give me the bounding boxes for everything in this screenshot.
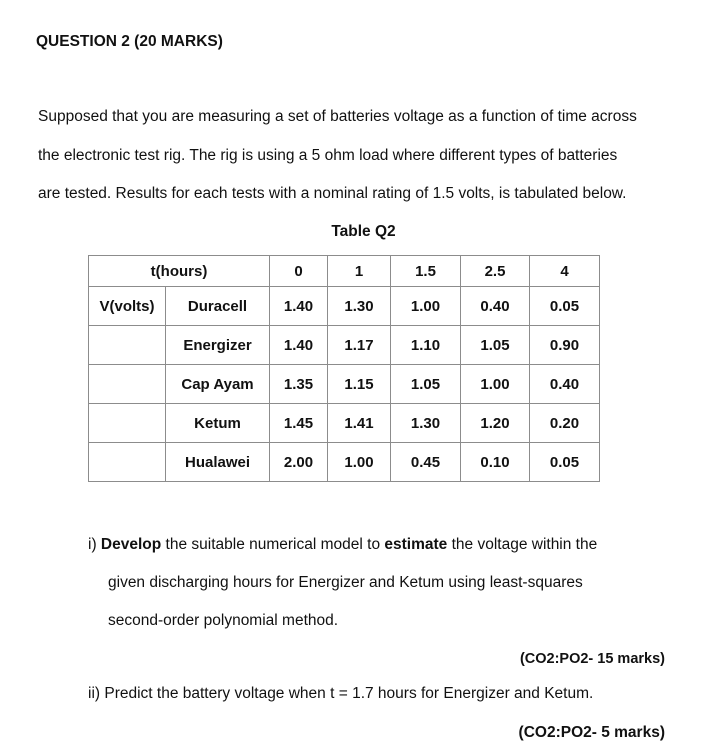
question-i-line-3: second-order polynomial method. [108, 612, 339, 629]
table-row [89, 326, 600, 365]
value-cell: 0.40 [461, 287, 530, 326]
value-cell: 1.41 [328, 404, 391, 443]
value-cell: 1.35 [270, 365, 328, 404]
battery-name-cell: Energizer [166, 326, 270, 365]
value-cell: 1.05 [461, 326, 530, 365]
question-i-marks: (CO2:PO2- 15 marks) [519, 651, 665, 667]
question-i-line-1 [88, 536, 597, 554]
empty-cell [89, 404, 166, 443]
value-cell: 1.00 [328, 443, 391, 482]
time-header-cell: t(hours) [89, 256, 270, 287]
value-cell: 0.05 [530, 287, 600, 326]
value-cell: 2.00 [270, 443, 328, 482]
value-cell: 0.40 [530, 365, 600, 404]
empty-cell [89, 326, 166, 365]
time-cell: 2.5 [461, 256, 530, 287]
time-cell: 4 [530, 256, 600, 287]
voltage-header-cell: V(volts) [89, 287, 166, 326]
question-ii-text: ii) Predict the battery voltage when t = 1.7 hours for Energizer and Ketum. [88, 685, 594, 702]
time-cell: 0 [270, 256, 328, 287]
question-heading: QUESTION 2 (20 MARKS) [36, 33, 223, 50]
value-cell: 1.40 [270, 326, 328, 365]
value-cell: 0.45 [391, 443, 461, 482]
value-cell: 0.05 [530, 443, 600, 482]
value-cell: 1.10 [391, 326, 461, 365]
empty-cell [89, 443, 166, 482]
table-row [89, 443, 600, 482]
empty-cell [89, 365, 166, 404]
value-cell: 1.15 [328, 365, 391, 404]
battery-name-cell: Cap Ayam [166, 365, 270, 404]
table-caption: Table Q2 [331, 223, 396, 240]
value-cell: 1.00 [461, 365, 530, 404]
intro-line-2: the electronic test rig. The rig is using a 5 ohm load where different types of batteries [38, 147, 618, 164]
battery-data-table [88, 255, 600, 482]
value-cell: 0.20 [530, 404, 600, 443]
value-cell: 1.17 [328, 326, 391, 365]
question-ii-marks: (CO2:PO2- 5 marks) [518, 724, 665, 741]
intro-line-3: are tested. Results for each tests with a nominal rating of 1.5 volts, is tabulated below. [38, 185, 627, 202]
value-cell: 1.00 [391, 287, 461, 326]
battery-name-cell: Hualawei [166, 443, 270, 482]
estimate-keyword: estimate [384, 536, 448, 553]
table-row [89, 365, 600, 404]
question-i-prefix: i) [88, 536, 101, 553]
question-i-text-b: the voltage within the [447, 536, 598, 553]
table-header-row [89, 256, 600, 287]
value-cell: 1.40 [270, 287, 328, 326]
develop-keyword: Develop [100, 536, 162, 553]
value-cell: 0.10 [461, 443, 530, 482]
question-i-text-a: the suitable numerical model to [161, 536, 385, 553]
time-cell: 1.5 [391, 256, 461, 287]
question-i-line-2: given discharging hours for Energizer and Ketum using least-squares [108, 574, 583, 591]
value-cell: 0.90 [530, 326, 600, 365]
time-cell: 1 [328, 256, 391, 287]
table-row [89, 404, 600, 443]
battery-name-cell: Duracell [166, 287, 270, 326]
battery-name-cell: Ketum [166, 404, 270, 443]
intro-line-1: Supposed that you are measuring a set of batteries voltage as a function of time across [38, 108, 637, 125]
value-cell: 1.45 [270, 404, 328, 443]
value-cell: 1.20 [461, 404, 530, 443]
value-cell: 1.05 [391, 365, 461, 404]
table-row [89, 287, 600, 326]
value-cell: 1.30 [328, 287, 391, 326]
value-cell: 1.30 [391, 404, 461, 443]
